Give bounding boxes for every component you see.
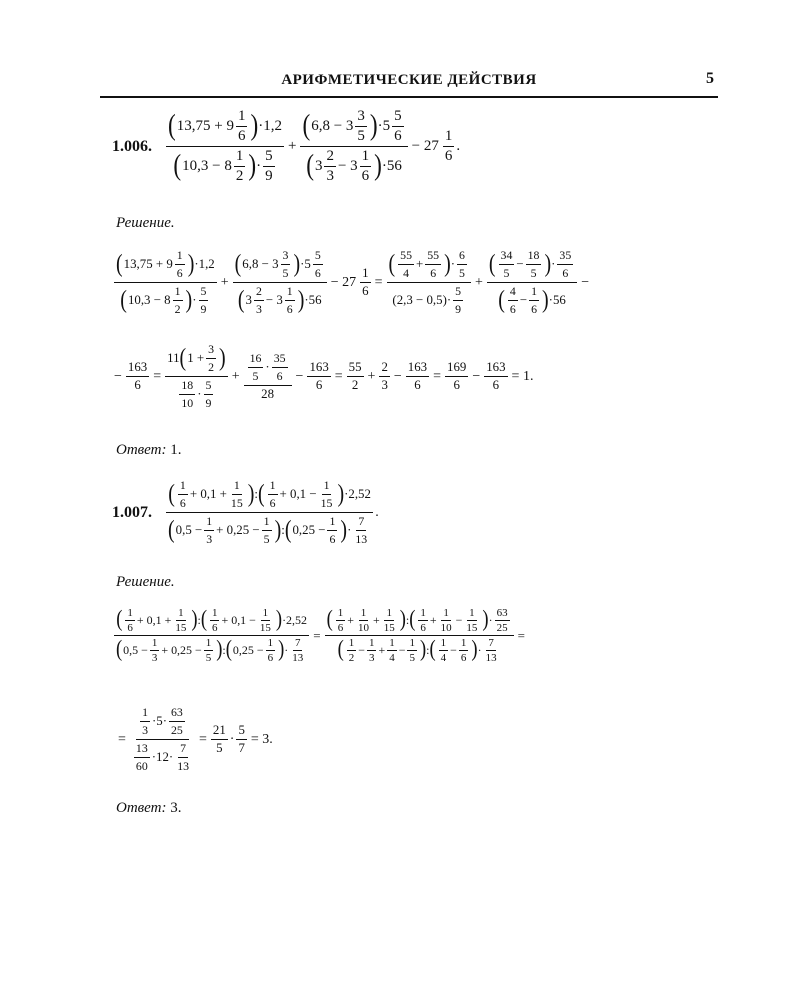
answer: [116, 442, 181, 459]
fraction: ( 13,75 + 9 $\frac{1}{6}$ ) ·1,2 ( 10,3 − 8 $\frac{1}{2}$ ) · $\frac{5}{9}$: [168, 108, 282, 184]
page-number: 5: [706, 70, 714, 87]
solution-label: Решение.: [116, 215, 175, 231]
solution-label: Решение.: [116, 574, 175, 590]
answer-value: 3.: [170, 800, 182, 816]
fraction: ( $\frac{1}{6}$ + 0,1 + $\frac{1}{15}$ ) : ( $\frac{1}{6}$ + 0,1 − $\frac{1}{15}$ ) ·2,52 ( 0,5 − $\frac{1}{3}$ + 0,25 − $\frac{1}{5}$ ) : ( 0,25 − $\frac{1}{6}$ ) · $\frac{7}{13}$: [168, 478, 371, 546]
problem-1-007: 1.007. ( $\frac{1}{6}$ + 0,1 + $\frac{1}{15}$ ) : ( $\frac{1}{6}$ + 0,1 − $\frac{1}{15}$ ) ·2,52 ( 0,5 − $\frac{1}{3}$ + 0,25 − $\frac{1}{5}$ ) : ( 0,25 − $\frac{1}{6}$ ) · $\frac{7}{13}$ .: [112, 478, 379, 546]
problem-1-006: 1.006. ( 13,75 + 9 $\frac{1}{6}$ ) ·1,2 ( 10,3 − 8 $\frac{1}{2}$ ) · $\frac{5}{9}$ + ( 6,8 − 3 $\frac{3}{5}$ ) ·5 $\frac{5}{6}$ ( 3 $\frac{2}{3}$ − 3 $\frac{1}{6}$ ) ·56 − 27 $\frac{1}{6}$ .: [112, 108, 461, 184]
answer: [116, 800, 181, 817]
problem-number: 1.006.: [112, 137, 152, 155]
answer-label: Ответ:: [116, 442, 167, 458]
page-header: [100, 70, 718, 98]
answer-value: 1.: [170, 442, 182, 458]
running-title: АРИФМЕТИЧЕСКИЕ ДЕЙСТВИЯ: [281, 72, 537, 88]
solution-line: = $\frac{1}{3}$ ·5· $\frac{63}{25}$ $\frac{13}{60}$ ·12· $\frac{7}{13}$ = $\frac{21}{5}$ · $\frac{5}{7}$ = 3.: [118, 705, 273, 773]
problem-number: 1.007.: [112, 503, 152, 521]
fraction: ( 6,8 − 3 $\frac{3}{5}$ ) ·5 $\frac{5}{6}$ ( 3 $\frac{2}{3}$ − 3 $\frac{1}{6}$ ) ·56: [300, 108, 407, 185]
solution-line: ( $\frac{1}{6}$ + 0,1 + $\frac{1}{15}$ ) : ( $\frac{1}{6}$ + 0,1 − $\frac{1}{15}$ ) ·2,52 ( 0,5 − $\frac{1}{3}$ + 0,25 − $\frac{1}{5}$ ) : ( 0,25 − $\frac{1}{6}$ ) · $\frac{7}{13}$ = ( $\frac{1}{6}$ + $\frac{1}{10}$ + $\frac{1}{15}$ ) : ( $\frac{1}{6}$ + $\frac{1}{10}$ − $\frac{1}{15}$ ) · $\frac{63}{25}$ ( $\frac{1}{2}$ − $\frac{1}{3}$ + $\frac{1}{4}$ − $\frac{1}{5}$ ) : ( $\frac{1}{4}$ − $\frac{1}{6}$ ) · $\frac{7}{13}$ =: [116, 606, 525, 664]
answer-label: Ответ:: [116, 800, 167, 816]
solution-line: − $\frac{163}{6}$ = 11 ( 1 + $\frac{3}{2}$ ) $\frac{18}{10}$ · $\frac{5}{9}$ + $\frac{16}{5}$ · $\frac{35}{6}$ 28 − $\frac{163}{6}$ = $\frac{55}{2}$ + $\frac{2}{3}$ − $\frac{163}{6}$ = $\frac{169}{6}$ − $\frac{163}{6}$ = 1.: [114, 342, 534, 410]
solution-line: ( 13,75 + 9 $\frac{1}{6}$ ) ·1,2 ( 10,3 − 8 $\frac{1}{2}$ ) · $\frac{5}{9}$ + ( 6,8 − 3 $\frac{3}{5}$ ) ·5 $\frac{5}{6}$ ( 3 $\frac{2}{3}$ − 3 $\frac{1}{6}$ ) ·56 − 27 $\frac{1}{6}$ = ( $\frac{55}{4}$ + $\frac{55}{6}$ ) · $\frac{6}{5}$ (2,3 − 0,5)· $\frac{5}{9}$ + ( $\frac{34}{5}$ − $\frac{18}{5}$ ) · $\frac{35}{6}$ ( $\frac{4}{6}$ − $\frac{1}{6}$ ) ·56 −: [116, 248, 590, 316]
